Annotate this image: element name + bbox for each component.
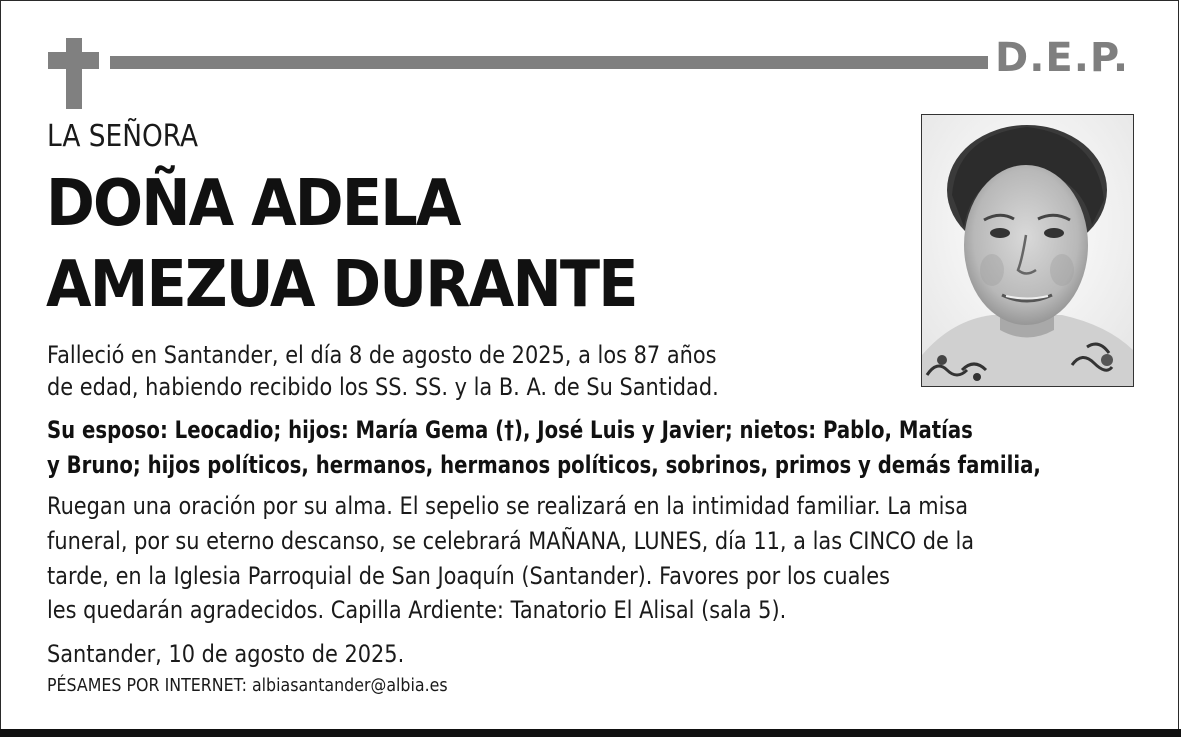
service-line-3: tarde, en la Iglesia Parroquial de San Joaquín (Santander). Favores por los cuales [47,562,890,590]
header-rule [110,56,988,69]
service-line-2: funeral, por su eterno descanso, se celebrará MAÑANA, LUNES, día 11, a las CINCO de la [47,527,975,555]
honorific: LA SEÑORA [47,119,199,154]
dep-label: D.E.P. [995,35,1130,81]
cross-icon [66,38,82,109]
cross-icon-arm [48,52,99,69]
bottom-border [0,729,1181,737]
death-line-1: Falleció en Santander, el día 8 de agosto de 2025, a los 87 años [47,341,717,369]
death-line-2: de edad, habiendo recibido los SS. SS. y la B. A. de Su Santidad. [47,373,719,401]
service-line-1: Ruegan una oración por su alma. El sepelio se realizará en la intimidad familiar. La misa [47,492,969,520]
service-line-4: les quedarán agradecidos. Capilla Ardiente: Tanatorio El Alisal (sala 5). [47,596,787,624]
family-line-2: y Bruno; hijos políticos, hermanos, hermanos políticos, sobrinos, primos y demás familia, [47,451,1041,479]
condolences-contact: PÉSAMES POR INTERNET: albiasantander@albia.es [47,675,448,696]
family-line-1: Su esposo: Leocadio; hijos: María Gema (†), José Luis y Javier; nietos: Pablo, Matías [47,416,973,444]
place-date: Santander, 10 de agosto de 2025. [47,640,405,668]
deceased-name-line-2: AMEZUA DURANTE [46,248,637,322]
portrait-photo [921,114,1134,387]
deceased-name-line-1: DOÑA ADELA [46,167,460,241]
